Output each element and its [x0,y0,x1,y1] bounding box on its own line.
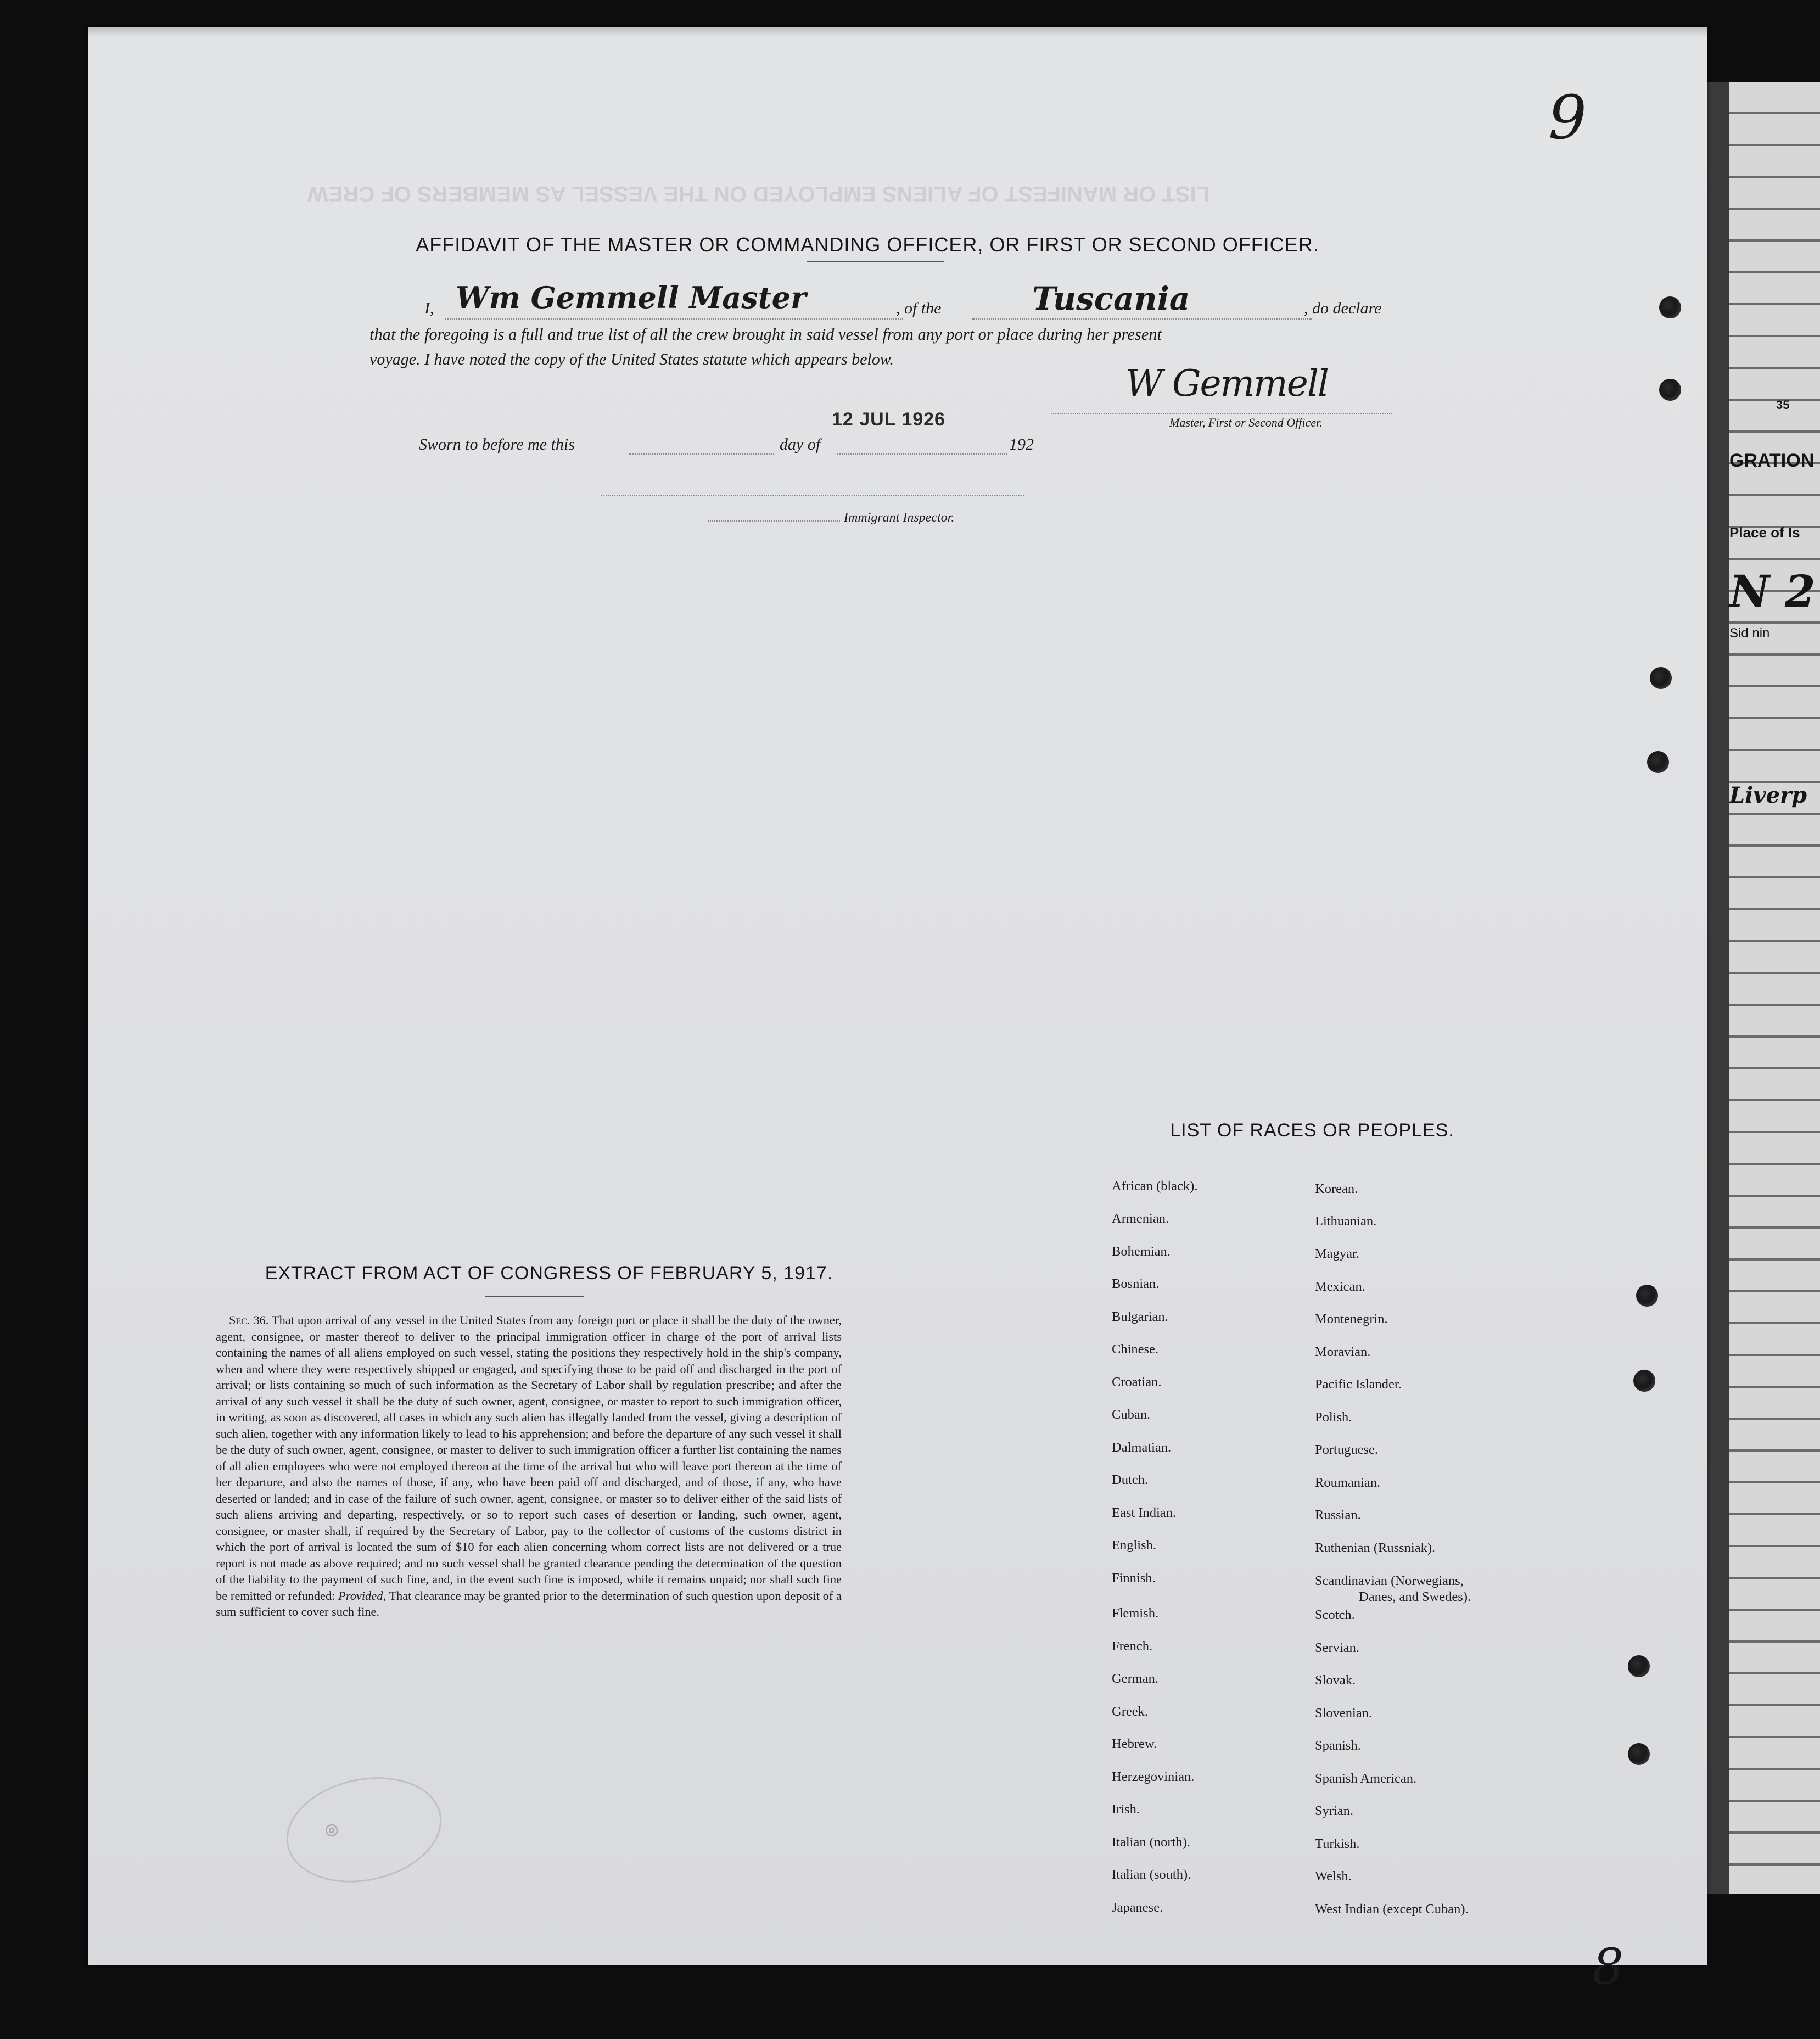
race-entry: Chinese. [1112,1342,1159,1357]
master-name-blank [445,318,903,320]
race-entry: Scandinavian (Norwegians, [1315,1573,1464,1588]
race-entry: Lithuanian. [1315,1214,1377,1229]
race-entry: Spanish. [1315,1738,1361,1753]
race-entry: Slovenian. [1315,1706,1373,1721]
race-entry: Cuban. [1112,1407,1151,1422]
race-entry: Polish. [1315,1410,1352,1425]
race-entry: Scotch. [1315,1607,1355,1622]
race-entry: Herzegovinian. [1112,1769,1195,1784]
signature-line [1051,413,1392,414]
race-entry: Ruthenian (Russniak). [1315,1541,1436,1555]
affidavit-line1-suffix: , do declare [1304,299,1382,317]
race-entry: Armenian. [1112,1211,1169,1226]
inspector-caption: Immigrant Inspector. [844,511,955,525]
race-entry: Finnish. [1112,1571,1156,1586]
sworn-year: 192 [1009,435,1034,453]
race-entry: Bulgarian. [1112,1309,1168,1324]
race-entry: Dalmatian. [1112,1440,1172,1455]
faint-stamp-mark: ◎ [323,1819,340,1839]
underlying-page [1696,82,1820,1894]
race-entry: East Indian. [1112,1505,1177,1520]
underlying-text-line: 35 [1776,398,1790,412]
underlying-page-ruled-strip [1729,82,1820,1894]
race-entry: Korean. [1315,1181,1358,1196]
extract-body [216,1312,842,1620]
extract-text-end: That clearance may be granted prior to the determination of such question upon deposit of a sum sufficient to cover such fine. [216,1588,842,1618]
race-entry: Italian (south). [1112,1867,1191,1882]
race-entry: Spanish American. [1315,1771,1417,1786]
page-number-bottom: 8 [1592,1938,1624,1996]
signature-caption: Master, First or Second Officer. [1169,416,1323,429]
date-stamp: 12 JUL 1926 [832,409,945,430]
race-entry: Japanese. [1112,1900,1163,1915]
race-entry: African (black). [1112,1179,1198,1194]
underlying-text-line: Liverp [1729,782,1807,808]
sworn-day-blank [629,453,774,455]
inspector-signature-line [601,495,1024,496]
race-entry: Slovak. [1315,1673,1356,1688]
races-title: LIST OF RACES OR PEOPLES. [1170,1120,1454,1141]
sheet-top-edge [88,27,1707,37]
extract-text: That upon arrival of any vessel in the United States from any foreign port or place it shall be the duty of the owner, agent, consignee, or master thereof to deliver to the principal immigration officer in charge of the port of arrival lists containing the names of all aliens employed on such vessel, stating the positions they respectively hold in the ship's company, when and where they were respectively shipped or engaged, and specifying those to be paid off and discharged in the port of arrival; or lists containing so much of such information as the Secretary of Labor shall by regulation prescribe; and after the arrival of any such vessel it shall be the duty of such owner, agent, consignee, or master to report to such immigration officer, in writing, as soon as discovered, all cases in which any such alien has illegally landed from the vessel, giving a description of such alien, together with any information likely to lead to his apprehension; and before the departure of any such vessel it shall be the duty of such owner, agent, consignee, or master to deliver to such immigration officer a further list containing the names of all alien employees who were not employed thereon at the time of the arrival but who will leave port thereon at the time of her departure, and also the names of those, if any, who have been paid off and discharged, and of those, if any, who have deserted or landed; and in case of the failure of such owner, agent, consignee, or master so to deliver either of the said lists of such aliens arriving and departing, respectively, or so to report such cases of desertion or landing, such owner, agent, consignee, or master shall, if required by the Secretary of Labor, pay to the collector of customs of the customs district in which the port of arrival is located the sum of $10 for each alien concerning whom correct lists are not delivered or a true report is not made as above required; and no such vessel shall be granted clearance pending the determination of the question of the liability to the payment of such fine, and, in the event such fine is imposed, while it remains unpaid; nor shall such fine be remitted or refunded: [216,1313,842,1603]
race-entry: Roumanian. [1315,1475,1381,1490]
extract-section-label: Sec. 36. [229,1313,269,1327]
race-entry: Bohemian. [1112,1244,1171,1259]
punch-hole [1633,1370,1655,1392]
affidavit-title: AFFIDAVIT OF THE MASTER OR COMMANDING OFFICER, OR FIRST OR SECOND OFFICER. [416,233,1319,256]
race-entry: Danes, and Swedes). [1359,1589,1471,1604]
punch-hole [1636,1285,1658,1307]
underlying-text-line: Sid nin [1729,626,1770,641]
affidavit-line1-of-the: , of the [896,299,942,317]
punch-hole [1647,751,1669,773]
extract-provided-label: Provided, [338,1588,386,1603]
race-entry: Russian. [1315,1508,1361,1522]
sworn-month-blank [837,453,1007,455]
sworn-day-of: day of [780,435,821,453]
race-entry: Dutch. [1112,1472,1148,1487]
race-entry: Turkish. [1315,1836,1360,1851]
race-entry: Hebrew. [1112,1736,1157,1751]
race-entry: Servian. [1315,1640,1359,1655]
race-entry: Flemish. [1112,1606,1159,1621]
underlying-text-line: Place of Is [1729,524,1800,541]
vessel-name-blank [972,318,1312,320]
race-entry: Bosnian. [1112,1276,1160,1291]
race-entry: Pacific Islander. [1315,1377,1402,1392]
underlying-text-line: N 2 [1729,565,1816,617]
extract-title: EXTRACT FROM ACT OF CONGRESS OF FEBRUARY 5, 1917. [265,1263,833,1284]
extract-title-rule [485,1296,584,1297]
race-entry: Croatian. [1112,1375,1162,1390]
underlying-text-line: GRATION [1729,450,1815,471]
master-name-handwritten: Wm Gemmell Master [456,280,807,315]
punch-hole [1659,296,1681,318]
race-entry: Syrian. [1315,1803,1354,1818]
title-rule [807,261,944,262]
race-entry: Welsh. [1315,1869,1352,1884]
race-entry: French. [1112,1639,1153,1654]
race-entry: Greek. [1112,1704,1148,1719]
punch-hole [1628,1743,1650,1765]
punch-hole [1659,379,1681,401]
race-entry: Moravian. [1315,1345,1371,1359]
affidavit-line1-prefix: I, [424,299,434,317]
race-entry: Magyar. [1315,1246,1359,1261]
punch-hole [1628,1655,1650,1677]
punch-hole [1650,667,1672,689]
race-entry: Mexican. [1315,1279,1365,1294]
race-entry: Italian (north). [1112,1835,1190,1850]
sworn-prefix: Sworn to before me this [419,435,575,453]
inspector-caption-line [708,520,840,522]
race-entry: English. [1112,1538,1156,1553]
bleed-through-text: LIST OR MANIFEST OF ALIENS EMPLOYED ON THE VESSEL AS MEMBERS OF CREW [307,182,1210,206]
race-entry: Montenegrin. [1315,1312,1388,1326]
race-entry: German. [1112,1671,1159,1686]
race-entry: West Indian (except Cuban). [1315,1902,1469,1917]
race-entry: Irish. [1112,1802,1140,1817]
affidavit-line2: that the foregoing is a full and true list of all the crew brought in said vessel from any port or place during her present [369,325,1162,344]
race-entry: Portuguese. [1315,1442,1378,1457]
master-signature: W Gemmell [1125,362,1329,405]
vessel-name-handwritten: Tuscania [1032,280,1190,317]
page-number-top: 9 [1548,82,1587,153]
affidavit-line3: voyage. I have noted the copy of the United States statute which appears below. [369,350,894,368]
